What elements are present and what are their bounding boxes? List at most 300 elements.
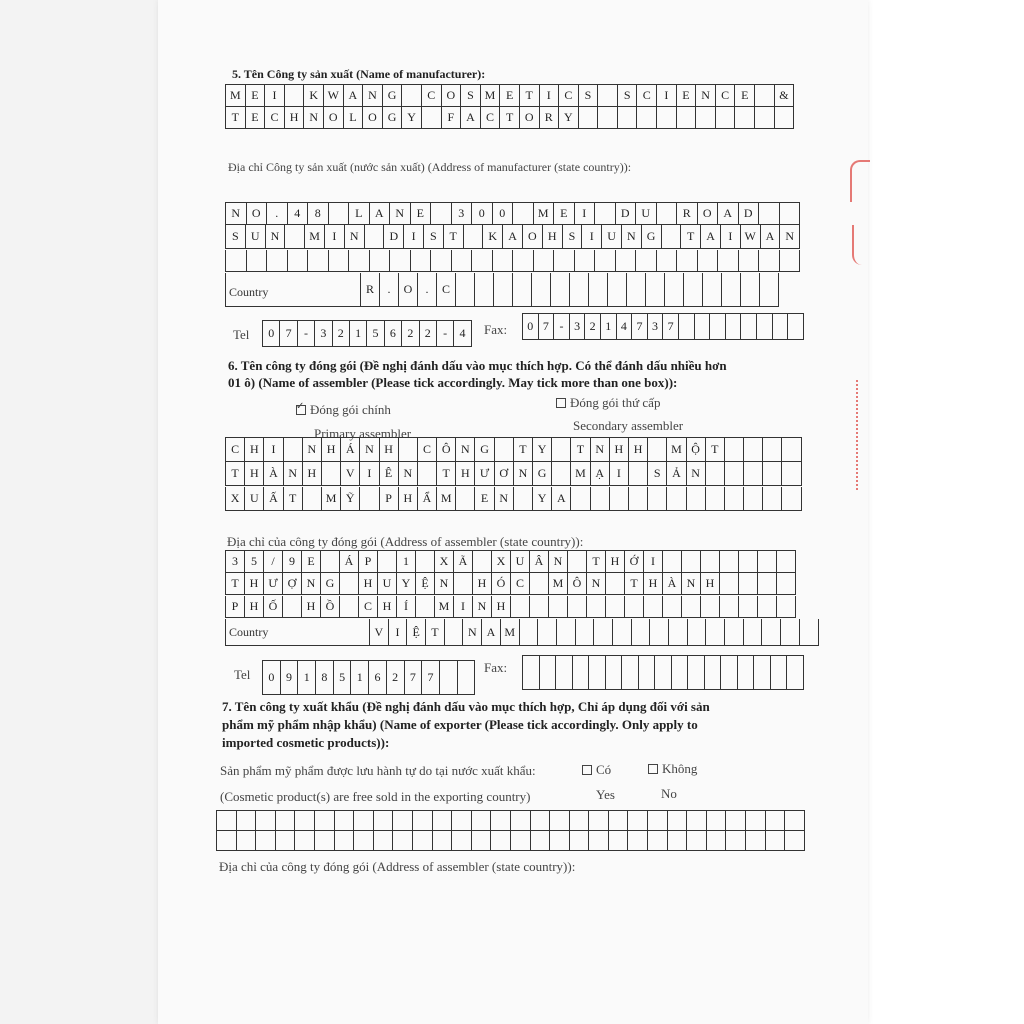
- char-box[interactable]: [662, 225, 682, 249]
- char-box[interactable]: Y: [533, 487, 552, 511]
- char-box[interactable]: E: [554, 203, 575, 225]
- char-box[interactable]: S: [461, 85, 481, 107]
- char-box[interactable]: [606, 573, 625, 595]
- char-box[interactable]: C: [437, 273, 456, 307]
- char-box[interactable]: [665, 273, 684, 307]
- char-box[interactable]: N: [284, 462, 303, 486]
- char-box[interactable]: [402, 85, 422, 107]
- char-box[interactable]: [726, 314, 742, 340]
- char-box[interactable]: [557, 619, 576, 646]
- char-box[interactable]: [217, 831, 237, 851]
- char-box[interactable]: [657, 107, 677, 129]
- char-box[interactable]: R: [361, 273, 380, 307]
- char-box[interactable]: S: [579, 85, 599, 107]
- char-box[interactable]: [595, 203, 616, 225]
- char-box[interactable]: [775, 107, 795, 129]
- char-box[interactable]: T: [571, 438, 590, 462]
- char-box[interactable]: [627, 273, 646, 307]
- char-box[interactable]: [354, 811, 374, 831]
- char-box[interactable]: Á: [340, 551, 359, 573]
- char-box[interactable]: [609, 831, 629, 851]
- char-box[interactable]: A: [370, 203, 391, 225]
- primary-checkbox[interactable]: [296, 405, 306, 415]
- char-box[interactable]: [284, 438, 303, 462]
- char-box[interactable]: [706, 487, 725, 511]
- char-box[interactable]: 5: [334, 661, 352, 695]
- char-box[interactable]: H: [285, 107, 305, 129]
- char-box[interactable]: 7: [539, 314, 555, 340]
- char-box[interactable]: [472, 811, 492, 831]
- char-box[interactable]: E: [475, 487, 494, 511]
- char-box[interactable]: [785, 831, 805, 851]
- char-box[interactable]: [575, 250, 596, 272]
- char-box[interactable]: [374, 831, 394, 851]
- char-box[interactable]: [570, 811, 590, 831]
- char-box[interactable]: [780, 203, 801, 225]
- char-box[interactable]: Ê: [380, 462, 399, 486]
- char-box[interactable]: [335, 831, 355, 851]
- char-box[interactable]: [669, 619, 688, 646]
- char-box[interactable]: S: [618, 85, 638, 107]
- char-box[interactable]: Ợ: [283, 573, 302, 595]
- char-box[interactable]: [707, 831, 727, 851]
- char-box[interactable]: E: [735, 85, 755, 107]
- char-box[interactable]: [722, 273, 741, 307]
- char-box[interactable]: [256, 811, 276, 831]
- char-box[interactable]: T: [426, 619, 445, 646]
- assembler-fax-field[interactable]: [522, 655, 804, 690]
- char-box[interactable]: [744, 462, 763, 486]
- char-box[interactable]: [413, 831, 433, 851]
- char-box[interactable]: G: [475, 438, 494, 462]
- char-box[interactable]: 3: [570, 314, 586, 340]
- char-box[interactable]: [782, 487, 801, 511]
- char-box[interactable]: 9: [281, 661, 299, 695]
- char-box[interactable]: Y: [402, 107, 422, 129]
- char-box[interactable]: [530, 573, 549, 595]
- char-box[interactable]: X: [492, 551, 511, 573]
- char-box[interactable]: [663, 551, 682, 573]
- char-box[interactable]: T: [437, 462, 456, 486]
- char-box[interactable]: [741, 273, 760, 307]
- char-box[interactable]: [744, 438, 763, 462]
- char-box[interactable]: [701, 551, 720, 573]
- char-box[interactable]: S: [424, 225, 444, 249]
- char-box[interactable]: [648, 438, 667, 462]
- char-box[interactable]: [445, 619, 464, 646]
- char-box[interactable]: P: [226, 596, 245, 618]
- char-box[interactable]: N: [591, 438, 610, 462]
- char-box[interactable]: S: [563, 225, 583, 249]
- char-box[interactable]: [393, 831, 413, 851]
- char-box[interactable]: K: [304, 85, 324, 107]
- char-box[interactable]: N: [226, 203, 247, 225]
- char-box[interactable]: [431, 203, 452, 225]
- char-box[interactable]: 3: [226, 551, 245, 573]
- char-box[interactable]: [295, 811, 315, 831]
- char-box[interactable]: N: [514, 462, 533, 486]
- char-box[interactable]: [648, 487, 667, 511]
- char-box[interactable]: M: [549, 573, 568, 595]
- char-box[interactable]: A: [761, 225, 781, 249]
- char-box[interactable]: [625, 596, 644, 618]
- char-box[interactable]: [308, 250, 329, 272]
- char-box[interactable]: N: [304, 107, 324, 129]
- char-box[interactable]: [570, 831, 590, 851]
- char-box[interactable]: [431, 250, 452, 272]
- char-box[interactable]: H: [322, 438, 341, 462]
- char-box[interactable]: [657, 203, 678, 225]
- char-box[interactable]: [511, 811, 531, 831]
- char-box[interactable]: M: [534, 203, 555, 225]
- char-box[interactable]: M: [481, 85, 501, 107]
- char-box[interactable]: [433, 811, 453, 831]
- char-box[interactable]: [393, 811, 413, 831]
- char-box[interactable]: [549, 596, 568, 618]
- char-box[interactable]: [726, 811, 746, 831]
- char-box[interactable]: [785, 811, 805, 831]
- char-box[interactable]: [554, 250, 575, 272]
- char-box[interactable]: Ư: [475, 462, 494, 486]
- char-box[interactable]: [349, 250, 370, 272]
- char-box[interactable]: [491, 811, 511, 831]
- char-box[interactable]: T: [587, 551, 606, 573]
- char-box[interactable]: Ẩ: [418, 487, 437, 511]
- char-box[interactable]: N: [435, 573, 454, 595]
- char-box[interactable]: [637, 107, 657, 129]
- char-box[interactable]: C: [559, 85, 579, 107]
- char-box[interactable]: [452, 831, 472, 851]
- primary-assembler-option[interactable]: [296, 402, 391, 418]
- char-box[interactable]: [744, 487, 763, 511]
- char-box[interactable]: C: [481, 107, 501, 129]
- char-box[interactable]: [513, 203, 534, 225]
- char-box[interactable]: Ỹ: [341, 487, 360, 511]
- char-box[interactable]: [735, 107, 755, 129]
- char-box[interactable]: [606, 596, 625, 618]
- char-box[interactable]: [551, 273, 570, 307]
- char-box[interactable]: [360, 487, 379, 511]
- char-box[interactable]: [687, 811, 707, 831]
- char-box[interactable]: [267, 250, 288, 272]
- char-box[interactable]: A: [701, 225, 721, 249]
- char-box[interactable]: [758, 551, 777, 573]
- char-box[interactable]: [458, 661, 476, 695]
- char-box[interactable]: 5: [367, 321, 384, 347]
- char-box[interactable]: [758, 596, 777, 618]
- char-box[interactable]: 8: [308, 203, 329, 225]
- char-box[interactable]: [556, 656, 573, 690]
- char-box[interactable]: 7: [632, 314, 648, 340]
- char-box[interactable]: [684, 273, 703, 307]
- char-box[interactable]: -: [298, 321, 315, 347]
- char-box[interactable]: Í: [397, 596, 416, 618]
- char-box[interactable]: G: [383, 85, 403, 107]
- char-box[interactable]: E: [677, 85, 697, 107]
- char-box[interactable]: P: [380, 487, 399, 511]
- char-box[interactable]: 2: [585, 314, 601, 340]
- char-box[interactable]: [303, 487, 322, 511]
- char-box[interactable]: [701, 596, 720, 618]
- char-box[interactable]: [456, 487, 475, 511]
- char-box[interactable]: [739, 573, 758, 595]
- char-box[interactable]: [618, 107, 638, 129]
- char-box[interactable]: 1: [601, 314, 617, 340]
- char-box[interactable]: N: [456, 438, 475, 462]
- char-box[interactable]: N: [473, 596, 492, 618]
- char-box[interactable]: [668, 811, 688, 831]
- char-box[interactable]: [720, 573, 739, 595]
- char-box[interactable]: Â: [530, 551, 549, 573]
- char-box[interactable]: C: [226, 438, 245, 462]
- char-box[interactable]: M: [435, 596, 454, 618]
- char-box[interactable]: K: [483, 225, 503, 249]
- char-box[interactable]: [315, 831, 335, 851]
- char-box[interactable]: [610, 487, 629, 511]
- char-box[interactable]: T: [284, 487, 303, 511]
- char-box[interactable]: G: [533, 462, 552, 486]
- char-box[interactable]: O: [523, 225, 543, 249]
- char-box[interactable]: [530, 596, 549, 618]
- char-box[interactable]: C: [637, 85, 657, 107]
- char-box[interactable]: [746, 811, 766, 831]
- char-box[interactable]: [758, 573, 777, 595]
- char-box[interactable]: H: [610, 438, 629, 462]
- char-box[interactable]: I: [265, 85, 285, 107]
- char-box[interactable]: H: [378, 596, 397, 618]
- char-box[interactable]: 6: [369, 661, 387, 695]
- char-box[interactable]: [759, 203, 780, 225]
- char-box[interactable]: [710, 314, 726, 340]
- char-box[interactable]: [639, 656, 656, 690]
- char-box[interactable]: [416, 596, 435, 618]
- char-box[interactable]: [374, 811, 394, 831]
- no-checkbox[interactable]: [648, 764, 658, 774]
- char-box[interactable]: [568, 551, 587, 573]
- char-box[interactable]: 7: [280, 321, 297, 347]
- char-box[interactable]: [787, 656, 804, 690]
- char-box[interactable]: O: [363, 107, 383, 129]
- char-box[interactable]: N: [495, 487, 514, 511]
- char-box[interactable]: [511, 596, 530, 618]
- char-box[interactable]: A: [482, 619, 501, 646]
- char-box[interactable]: [540, 656, 557, 690]
- char-box[interactable]: X: [435, 551, 454, 573]
- yes-checkbox[interactable]: [582, 765, 592, 775]
- char-box[interactable]: I: [325, 225, 345, 249]
- char-box[interactable]: N: [266, 225, 286, 249]
- char-box[interactable]: [591, 487, 610, 511]
- char-box[interactable]: Ệ: [407, 619, 426, 646]
- char-box[interactable]: E: [302, 551, 321, 573]
- char-box[interactable]: [378, 551, 397, 573]
- char-box[interactable]: [226, 250, 247, 272]
- char-box[interactable]: 5: [245, 551, 264, 573]
- char-box[interactable]: [629, 487, 648, 511]
- char-box[interactable]: I: [454, 596, 473, 618]
- char-box[interactable]: I: [389, 619, 408, 646]
- char-box[interactable]: [237, 831, 257, 851]
- char-box[interactable]: I: [404, 225, 424, 249]
- char-box[interactable]: À: [663, 573, 682, 595]
- secondary-assembler-option[interactable]: [556, 395, 660, 411]
- char-box[interactable]: [757, 314, 773, 340]
- char-box[interactable]: [766, 831, 786, 851]
- char-box[interactable]: T: [706, 438, 725, 462]
- char-box[interactable]: H: [245, 462, 264, 486]
- char-box[interactable]: Ả: [667, 462, 686, 486]
- char-box[interactable]: Ó: [492, 573, 511, 595]
- char-box[interactable]: [491, 831, 511, 851]
- char-box[interactable]: Ồ: [321, 596, 340, 618]
- char-box[interactable]: N: [587, 573, 606, 595]
- char-box[interactable]: [648, 811, 668, 831]
- char-box[interactable]: 2: [420, 321, 437, 347]
- char-box[interactable]: I: [264, 438, 283, 462]
- char-box[interactable]: N: [303, 438, 322, 462]
- char-box[interactable]: [667, 487, 686, 511]
- char-box[interactable]: [598, 85, 618, 107]
- char-box[interactable]: H: [606, 551, 625, 573]
- char-box[interactable]: [456, 273, 475, 307]
- char-box[interactable]: [315, 811, 335, 831]
- char-box[interactable]: [682, 551, 701, 573]
- char-box[interactable]: T: [226, 462, 245, 486]
- char-box[interactable]: [755, 85, 775, 107]
- char-box[interactable]: [550, 831, 570, 851]
- char-box[interactable]: [370, 250, 391, 272]
- char-box[interactable]: X: [226, 487, 245, 511]
- char-box[interactable]: 0: [263, 321, 280, 347]
- char-box[interactable]: [550, 811, 570, 831]
- char-box[interactable]: [679, 314, 695, 340]
- char-box[interactable]: [650, 619, 669, 646]
- char-box[interactable]: [622, 656, 639, 690]
- no-option[interactable]: [648, 761, 697, 777]
- char-box[interactable]: [418, 462, 437, 486]
- char-box[interactable]: [777, 573, 796, 595]
- char-box[interactable]: [771, 656, 788, 690]
- char-box[interactable]: [739, 250, 760, 272]
- char-box[interactable]: [570, 273, 589, 307]
- char-box[interactable]: [552, 438, 571, 462]
- char-box[interactable]: [746, 831, 766, 851]
- char-box[interactable]: 2: [387, 661, 405, 695]
- char-box[interactable]: H: [644, 573, 663, 595]
- char-box[interactable]: L: [344, 107, 364, 129]
- char-box[interactable]: I: [644, 551, 663, 573]
- manufacturer-fax-field[interactable]: [522, 313, 804, 340]
- char-box[interactable]: [706, 462, 725, 486]
- char-box[interactable]: Ơ: [495, 462, 514, 486]
- char-box[interactable]: [695, 314, 711, 340]
- char-box[interactable]: 0: [472, 203, 493, 225]
- char-box[interactable]: T: [500, 107, 520, 129]
- char-box[interactable]: [766, 811, 786, 831]
- char-box[interactable]: C: [265, 107, 285, 129]
- char-box[interactable]: O: [520, 107, 540, 129]
- char-box[interactable]: [763, 487, 782, 511]
- char-box[interactable]: 2: [402, 321, 419, 347]
- char-box[interactable]: U: [511, 551, 530, 573]
- char-box[interactable]: [777, 551, 796, 573]
- char-box[interactable]: [576, 619, 595, 646]
- char-box[interactable]: [668, 831, 688, 851]
- char-box[interactable]: [721, 656, 738, 690]
- char-box[interactable]: .: [380, 273, 399, 307]
- char-box[interactable]: H: [303, 462, 322, 486]
- char-box[interactable]: [523, 656, 540, 690]
- char-box[interactable]: M: [667, 438, 686, 462]
- char-box[interactable]: /: [264, 551, 283, 573]
- char-box[interactable]: [452, 250, 473, 272]
- char-box[interactable]: [473, 551, 492, 573]
- char-box[interactable]: [616, 250, 637, 272]
- char-box[interactable]: H: [701, 573, 720, 595]
- char-box[interactable]: T: [625, 573, 644, 595]
- char-box[interactable]: I: [582, 225, 602, 249]
- char-box[interactable]: A: [552, 487, 571, 511]
- char-box[interactable]: U: [378, 573, 397, 595]
- char-box[interactable]: N: [622, 225, 642, 249]
- char-box[interactable]: U: [245, 487, 264, 511]
- char-box[interactable]: [763, 438, 782, 462]
- char-box[interactable]: [587, 596, 606, 618]
- char-box[interactable]: 1: [298, 661, 316, 695]
- char-box[interactable]: [579, 107, 599, 129]
- char-box[interactable]: [780, 250, 801, 272]
- char-box[interactable]: [707, 811, 727, 831]
- char-box[interactable]: [718, 250, 739, 272]
- char-box[interactable]: 1: [397, 551, 416, 573]
- char-box[interactable]: 8: [316, 661, 334, 695]
- char-box[interactable]: N: [687, 462, 706, 486]
- char-box[interactable]: [646, 273, 665, 307]
- char-box[interactable]: [739, 551, 758, 573]
- char-box[interactable]: [677, 250, 698, 272]
- char-box[interactable]: H: [359, 573, 378, 595]
- char-box[interactable]: [682, 596, 701, 618]
- char-box[interactable]: I: [721, 225, 741, 249]
- char-box[interactable]: E: [411, 203, 432, 225]
- char-box[interactable]: H: [380, 438, 399, 462]
- char-box[interactable]: [632, 619, 651, 646]
- char-box[interactable]: N: [363, 85, 383, 107]
- char-box[interactable]: M: [571, 462, 590, 486]
- char-box[interactable]: N: [463, 619, 482, 646]
- char-box[interactable]: D: [739, 203, 760, 225]
- char-box[interactable]: E: [246, 85, 266, 107]
- char-box[interactable]: G: [321, 573, 340, 595]
- char-box[interactable]: R: [540, 107, 560, 129]
- char-box[interactable]: [759, 250, 780, 272]
- char-box[interactable]: [495, 438, 514, 462]
- char-box[interactable]: [493, 250, 514, 272]
- char-box[interactable]: H: [473, 573, 492, 595]
- char-box[interactable]: C: [418, 438, 437, 462]
- char-box[interactable]: [511, 831, 531, 851]
- char-box[interactable]: G: [383, 107, 403, 129]
- char-box[interactable]: [416, 551, 435, 573]
- char-box[interactable]: [399, 438, 418, 462]
- char-box[interactable]: [514, 487, 533, 511]
- char-box[interactable]: [571, 487, 590, 511]
- char-box[interactable]: H: [399, 487, 418, 511]
- char-box[interactable]: [762, 619, 781, 646]
- char-box[interactable]: [725, 462, 744, 486]
- char-box[interactable]: A: [344, 85, 364, 107]
- char-box[interactable]: [688, 656, 705, 690]
